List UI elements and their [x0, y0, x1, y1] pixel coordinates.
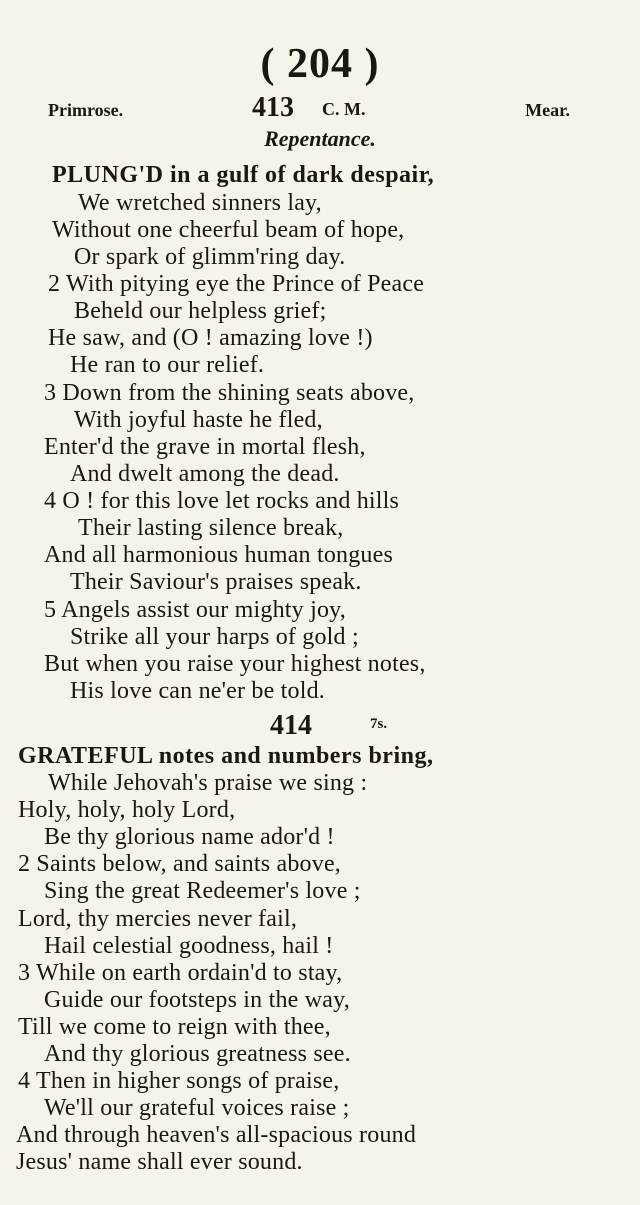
hymn-line: Till we come to reign with thee,: [18, 1014, 331, 1040]
hymn-line: 2 With pitying eye the Prince of Peace: [48, 271, 425, 297]
hymn-line: Strike all your harps of gold ;: [70, 624, 359, 650]
page-number: ( 204 ): [260, 41, 380, 87]
hymn-line: [18, 743, 433, 770]
hymn-line: Lord, thy mercies never fail,: [18, 906, 298, 932]
hymn-subject: Repentance.: [264, 126, 376, 151]
meter-label: C. M.: [322, 99, 366, 119]
hymn-line: Without one cheerful beam of hope,: [52, 217, 405, 243]
hymn-413-header: [0, 92, 640, 122]
hymn-line: Or spark of glimm'ring day.: [74, 244, 346, 270]
hymn-line: Jesus' name shall ever sound.: [16, 1149, 303, 1175]
hymn-line: 4 O ! for this love let rocks and hills: [44, 488, 400, 514]
hymn-line: Beheld our helpless grief;: [74, 298, 327, 324]
hymn-414-header: [0, 710, 640, 740]
hymn-line: 3 While on earth ordain'd to stay,: [18, 960, 343, 986]
hymn-line: And dwelt among the dead.: [70, 461, 340, 487]
hymn-line: With joyful haste he fled,: [74, 407, 323, 433]
hymn-line: 5 Angels assist our mighty joy,: [44, 597, 346, 623]
hymn-line: And thy glorious greatness see.: [44, 1041, 351, 1067]
hymn-line: His love can ne'er be told.: [70, 678, 325, 704]
hymn-line: Their Saviour's praises speak.: [70, 569, 362, 595]
hymn-line: And all harmonious human tongues: [44, 542, 394, 568]
hymn-line: Holy, holy, holy Lord,: [18, 797, 236, 823]
hymn-line: Their lasting silence break,: [78, 515, 344, 541]
meter-name: Mear.: [525, 100, 570, 120]
hymn-line: 2 Saints below, and saints above,: [18, 851, 341, 877]
hymn-line: [52, 162, 434, 189]
hymn-line: Be thy glorious name ador'd !: [44, 824, 335, 850]
hymn-line: 4 Then in higher songs of praise,: [18, 1068, 340, 1094]
hymn-line: But when you raise your highest notes,: [44, 651, 426, 677]
hymn-line: And through heaven's all-spacious round: [16, 1122, 417, 1148]
hymn-line-text: PLUNG'D in a gulf of dark despair,: [52, 162, 435, 188]
hymn-line: We'll our grateful voices raise ;: [44, 1095, 350, 1121]
hymn-number: 413: [252, 92, 294, 123]
hymn-line-text: GRATEFUL notes and numbers bring,: [18, 743, 434, 769]
hymn-number: 414: [270, 710, 312, 741]
hymn-line: Hail celestial goodness, hail !: [44, 933, 334, 959]
hymn-line: He ran to our relief.: [70, 352, 265, 378]
hymn-line: We wretched sinners lay,: [78, 190, 322, 216]
hymn-line: Guide our footsteps in the way,: [44, 987, 350, 1013]
hymn-line: 3 Down from the shining seats above,: [44, 380, 415, 406]
hymn-line: He saw, and (O ! amazing love !): [48, 325, 373, 351]
hymn-line: Enter'd the grave in mortal flesh,: [44, 434, 366, 460]
hymn-line: While Jehovah's praise we sing :: [48, 770, 368, 796]
meter-label: 7s.: [370, 716, 388, 732]
tune-name: Primrose.: [48, 100, 124, 120]
hymn-line: Sing the great Redeemer's love ;: [44, 878, 361, 904]
